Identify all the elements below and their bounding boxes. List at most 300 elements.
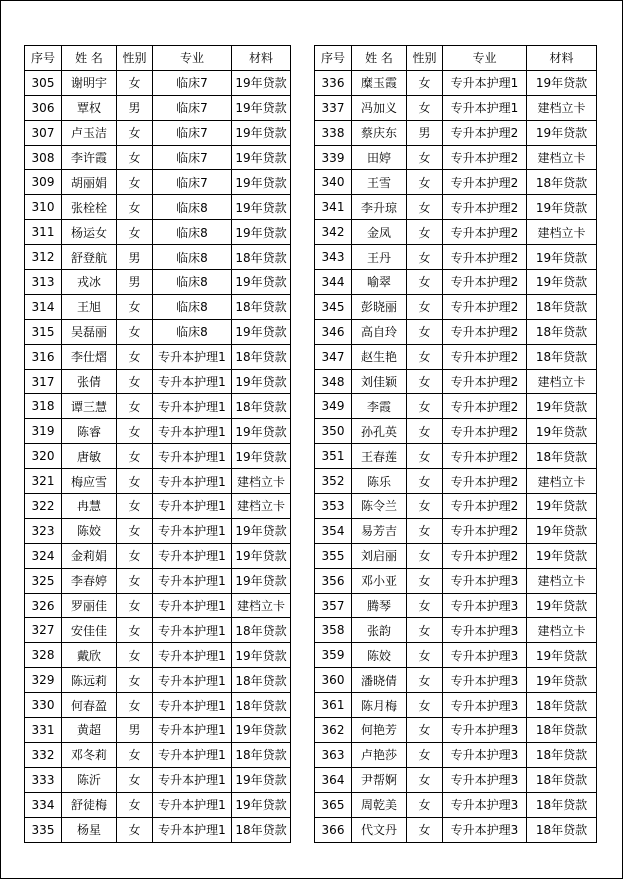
table-row bbox=[25, 419, 291, 444]
cell-material: 建档立卡 bbox=[527, 618, 597, 643]
cell-gender: 女 bbox=[407, 245, 443, 270]
cell-major: 临床8 bbox=[153, 270, 232, 295]
cell-number: 341 bbox=[315, 195, 352, 220]
cell-name: 覃权 bbox=[62, 95, 117, 120]
cell-gender: 女 bbox=[407, 195, 443, 220]
cell-gender: 男 bbox=[117, 718, 153, 743]
cell-name: 谭三慧 bbox=[62, 394, 117, 419]
cell-major: 专升本护理1 bbox=[153, 767, 232, 792]
cell-material: 18年贷款 bbox=[527, 344, 597, 369]
table-row bbox=[315, 70, 597, 95]
table-row bbox=[315, 120, 597, 145]
cell-gender: 女 bbox=[407, 593, 443, 618]
cell-name: 金莉娟 bbox=[62, 543, 117, 568]
cell-gender: 女 bbox=[117, 767, 153, 792]
cell-number: 327 bbox=[25, 618, 62, 643]
cell-name: 戎冰 bbox=[62, 270, 117, 295]
cell-major: 专升本护理1 bbox=[153, 792, 232, 817]
cell-material: 19年贷款 bbox=[527, 245, 597, 270]
cell-material: 19年贷款 bbox=[527, 643, 597, 668]
cell-material: 18年贷款 bbox=[232, 817, 291, 842]
table-row bbox=[315, 444, 597, 469]
cell-gender: 女 bbox=[407, 95, 443, 120]
cell-gender: 女 bbox=[117, 195, 153, 220]
cell-major: 临床7 bbox=[153, 95, 232, 120]
cell-major: 专升本护理1 bbox=[153, 394, 232, 419]
cell-major: 专升本护理1 bbox=[153, 344, 232, 369]
cell-material: 18年贷款 bbox=[232, 394, 291, 419]
table-row bbox=[315, 494, 597, 519]
cell-name: 刘佳颖 bbox=[352, 369, 407, 394]
table-row bbox=[315, 593, 597, 618]
table-row bbox=[315, 618, 597, 643]
table-row bbox=[25, 767, 291, 792]
cell-material: 18年贷款 bbox=[232, 245, 291, 270]
cell-major: 专升本护理1 bbox=[153, 419, 232, 444]
cell-number: 337 bbox=[315, 95, 352, 120]
cell-name: 张倩 bbox=[62, 369, 117, 394]
cell-name: 高自玲 bbox=[352, 319, 407, 344]
cell-name: 代文丹 bbox=[352, 817, 407, 842]
cell-gender: 女 bbox=[117, 668, 153, 693]
cell-name: 李春婷 bbox=[62, 568, 117, 593]
cell-major: 专升本护理3 bbox=[443, 568, 527, 593]
cell-gender: 女 bbox=[117, 792, 153, 817]
cell-material: 建档立卡 bbox=[527, 95, 597, 120]
cell-name: 彭晓丽 bbox=[352, 294, 407, 319]
cell-name: 李许霞 bbox=[62, 145, 117, 170]
cell-number: 319 bbox=[25, 419, 62, 444]
cell-number: 349 bbox=[315, 394, 352, 419]
cell-gender: 女 bbox=[117, 444, 153, 469]
table-row bbox=[315, 543, 597, 568]
cell-gender: 女 bbox=[117, 494, 153, 519]
cell-material: 19年贷款 bbox=[232, 543, 291, 568]
cell-name: 陈远莉 bbox=[62, 668, 117, 693]
cell-major: 临床8 bbox=[153, 220, 232, 245]
cell-gender: 女 bbox=[407, 369, 443, 394]
table-row bbox=[315, 568, 597, 593]
cell-name: 胡丽娟 bbox=[62, 170, 117, 195]
table-row bbox=[25, 568, 291, 593]
cell-major: 专升本护理1 bbox=[153, 369, 232, 394]
cell-major: 专升本护理1 bbox=[153, 817, 232, 842]
cell-major: 专升本护理3 bbox=[443, 618, 527, 643]
cell-gender: 女 bbox=[117, 70, 153, 95]
table-row bbox=[25, 319, 291, 344]
table-row bbox=[25, 195, 291, 220]
header-gender: 性别 bbox=[407, 46, 443, 71]
cell-material: 18年贷款 bbox=[527, 693, 597, 718]
cell-major: 专升本护理2 bbox=[443, 319, 527, 344]
cell-number: 339 bbox=[315, 145, 352, 170]
cell-number: 326 bbox=[25, 593, 62, 618]
cell-gender: 男 bbox=[407, 120, 443, 145]
cell-major: 专升本护理1 bbox=[153, 643, 232, 668]
table-row bbox=[25, 220, 291, 245]
cell-number: 347 bbox=[315, 344, 352, 369]
cell-number: 311 bbox=[25, 220, 62, 245]
cell-name: 戴欣 bbox=[62, 643, 117, 668]
cell-number: 328 bbox=[25, 643, 62, 668]
cell-number: 355 bbox=[315, 543, 352, 568]
table-row bbox=[315, 394, 597, 419]
cell-number: 331 bbox=[25, 718, 62, 743]
cell-gender: 男 bbox=[117, 95, 153, 120]
cell-major: 专升本护理1 bbox=[153, 469, 232, 494]
cell-major: 专升本护理1 bbox=[443, 70, 527, 95]
cell-gender: 女 bbox=[407, 643, 443, 668]
cell-gender: 女 bbox=[117, 419, 153, 444]
table-row bbox=[315, 792, 597, 817]
cell-number: 353 bbox=[315, 494, 352, 519]
cell-major: 临床7 bbox=[153, 120, 232, 145]
cell-major: 专升本护理2 bbox=[443, 419, 527, 444]
cell-material: 18年贷款 bbox=[232, 294, 291, 319]
table-row bbox=[25, 693, 291, 718]
table-header-row bbox=[315, 46, 597, 71]
table-row bbox=[25, 145, 291, 170]
cell-material: 19年贷款 bbox=[527, 593, 597, 618]
cell-material: 19年贷款 bbox=[527, 494, 597, 519]
cell-gender: 女 bbox=[117, 170, 153, 195]
cell-material: 18年贷款 bbox=[527, 718, 597, 743]
cell-material: 19年贷款 bbox=[232, 195, 291, 220]
cell-name: 邓冬莉 bbox=[62, 742, 117, 767]
cell-major: 临床7 bbox=[153, 70, 232, 95]
cell-number: 321 bbox=[25, 469, 62, 494]
cell-gender: 女 bbox=[117, 593, 153, 618]
cell-gender: 女 bbox=[407, 767, 443, 792]
table-row bbox=[25, 245, 291, 270]
cell-number: 365 bbox=[315, 792, 352, 817]
table-row bbox=[315, 95, 597, 120]
cell-name: 张韵 bbox=[352, 618, 407, 643]
cell-material: 19年贷款 bbox=[527, 518, 597, 543]
cell-name: 张栓栓 bbox=[62, 195, 117, 220]
cell-material: 18年贷款 bbox=[527, 444, 597, 469]
cell-number: 351 bbox=[315, 444, 352, 469]
cell-number: 356 bbox=[315, 568, 352, 593]
cell-number: 363 bbox=[315, 742, 352, 767]
cell-gender: 女 bbox=[117, 145, 153, 170]
cell-gender: 女 bbox=[407, 668, 443, 693]
cell-material: 19年贷款 bbox=[232, 70, 291, 95]
cell-material: 19年贷款 bbox=[527, 270, 597, 295]
table-row bbox=[25, 70, 291, 95]
cell-number: 359 bbox=[315, 643, 352, 668]
cell-name: 糜玉霞 bbox=[352, 70, 407, 95]
cell-number: 316 bbox=[25, 344, 62, 369]
cell-major: 临床7 bbox=[153, 170, 232, 195]
header-major: 专业 bbox=[153, 46, 232, 71]
cell-number: 323 bbox=[25, 518, 62, 543]
cell-number: 354 bbox=[315, 518, 352, 543]
cell-number: 312 bbox=[25, 245, 62, 270]
cell-major: 专升本护理3 bbox=[443, 643, 527, 668]
header-major: 专业 bbox=[443, 46, 527, 71]
cell-material: 19年贷款 bbox=[232, 170, 291, 195]
cell-major: 专升本护理1 bbox=[153, 518, 232, 543]
cell-gender: 女 bbox=[407, 568, 443, 593]
cell-gender: 女 bbox=[407, 693, 443, 718]
cell-gender: 女 bbox=[407, 319, 443, 344]
cell-name: 王丹 bbox=[352, 245, 407, 270]
header-name: 姓 名 bbox=[62, 46, 117, 71]
cell-major: 专升本护理1 bbox=[153, 742, 232, 767]
cell-material: 19年贷款 bbox=[232, 270, 291, 295]
cell-material: 19年贷款 bbox=[232, 518, 291, 543]
cell-major: 专升本护理3 bbox=[443, 718, 527, 743]
cell-material: 19年贷款 bbox=[232, 444, 291, 469]
cell-material: 18年贷款 bbox=[527, 792, 597, 817]
cell-name: 蔡庆东 bbox=[352, 120, 407, 145]
cell-number: 340 bbox=[315, 170, 352, 195]
cell-major: 专升本护理2 bbox=[443, 120, 527, 145]
cell-name: 安佳佳 bbox=[62, 618, 117, 643]
cell-name: 罗丽佳 bbox=[62, 593, 117, 618]
table-row bbox=[315, 742, 597, 767]
table-row bbox=[25, 518, 291, 543]
cell-major: 临床7 bbox=[153, 145, 232, 170]
cell-gender: 女 bbox=[407, 419, 443, 444]
cell-gender: 女 bbox=[117, 518, 153, 543]
student-table-left bbox=[24, 45, 291, 843]
table-row bbox=[25, 95, 291, 120]
table-row bbox=[315, 718, 597, 743]
cell-name: 陈姣 bbox=[62, 518, 117, 543]
cell-major: 临床8 bbox=[153, 195, 232, 220]
header-number: 序号 bbox=[315, 46, 352, 71]
table-row bbox=[315, 668, 597, 693]
cell-material: 18年贷款 bbox=[232, 618, 291, 643]
cell-name: 邓小亚 bbox=[352, 568, 407, 593]
cell-name: 田婷 bbox=[352, 145, 407, 170]
cell-material: 18年贷款 bbox=[527, 319, 597, 344]
cell-number: 310 bbox=[25, 195, 62, 220]
cell-material: 建档立卡 bbox=[527, 568, 597, 593]
cell-major: 专升本护理2 bbox=[443, 245, 527, 270]
cell-material: 19年贷款 bbox=[232, 767, 291, 792]
cell-material: 19年贷款 bbox=[232, 643, 291, 668]
cell-material: 19年贷款 bbox=[527, 419, 597, 444]
cell-major: 专升本护理3 bbox=[443, 817, 527, 842]
cell-major: 专升本护理1 bbox=[153, 543, 232, 568]
cell-name: 陈乐 bbox=[352, 469, 407, 494]
cell-material: 19年贷款 bbox=[527, 668, 597, 693]
student-table-right bbox=[314, 45, 597, 843]
cell-name: 李仕熠 bbox=[62, 344, 117, 369]
cell-name: 陈令兰 bbox=[352, 494, 407, 519]
cell-name: 何春盈 bbox=[62, 693, 117, 718]
cell-material: 建档立卡 bbox=[527, 469, 597, 494]
cell-name: 梅应雪 bbox=[62, 469, 117, 494]
cell-number: 342 bbox=[315, 220, 352, 245]
table-row bbox=[25, 369, 291, 394]
cell-gender: 女 bbox=[117, 294, 153, 319]
cell-major: 专升本护理2 bbox=[443, 145, 527, 170]
cell-number: 345 bbox=[315, 294, 352, 319]
cell-material: 19年贷款 bbox=[232, 95, 291, 120]
cell-material: 19年贷款 bbox=[527, 195, 597, 220]
table-row bbox=[315, 294, 597, 319]
cell-material: 19年贷款 bbox=[527, 543, 597, 568]
cell-material: 18年贷款 bbox=[527, 767, 597, 792]
cell-major: 专升本护理1 bbox=[153, 568, 232, 593]
cell-material: 19年贷款 bbox=[527, 120, 597, 145]
cell-material: 建档立卡 bbox=[527, 220, 597, 245]
cell-gender: 女 bbox=[407, 618, 443, 643]
table-row bbox=[25, 494, 291, 519]
cell-number: 333 bbox=[25, 767, 62, 792]
cell-number: 308 bbox=[25, 145, 62, 170]
cell-material: 18年贷款 bbox=[527, 170, 597, 195]
cell-gender: 男 bbox=[117, 270, 153, 295]
cell-major: 专升本护理2 bbox=[443, 543, 527, 568]
cell-number: 306 bbox=[25, 95, 62, 120]
cell-material: 19年贷款 bbox=[232, 120, 291, 145]
table-row bbox=[25, 718, 291, 743]
cell-number: 358 bbox=[315, 618, 352, 643]
cell-gender: 女 bbox=[407, 70, 443, 95]
cell-number: 305 bbox=[25, 70, 62, 95]
cell-gender: 女 bbox=[407, 543, 443, 568]
cell-major: 专升本护理2 bbox=[443, 394, 527, 419]
cell-number: 329 bbox=[25, 668, 62, 693]
cell-gender: 女 bbox=[117, 817, 153, 842]
table-row bbox=[315, 270, 597, 295]
cell-major: 专升本护理3 bbox=[443, 742, 527, 767]
cell-material: 18年贷款 bbox=[527, 817, 597, 842]
table-row bbox=[25, 593, 291, 618]
cell-number: 334 bbox=[25, 792, 62, 817]
cell-major: 专升本护理2 bbox=[443, 294, 527, 319]
table-row bbox=[315, 145, 597, 170]
cell-name: 陈月梅 bbox=[352, 693, 407, 718]
cell-number: 314 bbox=[25, 294, 62, 319]
cell-major: 临床8 bbox=[153, 319, 232, 344]
cell-material: 18年贷款 bbox=[232, 693, 291, 718]
cell-major: 专升本护理3 bbox=[443, 668, 527, 693]
cell-number: 343 bbox=[315, 245, 352, 270]
cell-gender: 女 bbox=[117, 742, 153, 767]
cell-major: 专升本护理1 bbox=[153, 668, 232, 693]
table-row bbox=[315, 767, 597, 792]
cell-gender: 女 bbox=[117, 693, 153, 718]
cell-number: 344 bbox=[315, 270, 352, 295]
cell-gender: 女 bbox=[117, 643, 153, 668]
cell-number: 307 bbox=[25, 120, 62, 145]
cell-gender: 女 bbox=[117, 618, 153, 643]
table-row bbox=[315, 319, 597, 344]
cell-number: 317 bbox=[25, 369, 62, 394]
cell-name: 尹帮婀 bbox=[352, 767, 407, 792]
cell-gender: 男 bbox=[117, 245, 153, 270]
table-row bbox=[25, 444, 291, 469]
cell-number: 318 bbox=[25, 394, 62, 419]
table-row bbox=[25, 668, 291, 693]
cell-major: 专升本护理1 bbox=[153, 494, 232, 519]
cell-gender: 女 bbox=[117, 120, 153, 145]
cell-major: 专升本护理2 bbox=[443, 444, 527, 469]
cell-material: 18年贷款 bbox=[232, 344, 291, 369]
table-row bbox=[25, 618, 291, 643]
cell-number: 315 bbox=[25, 319, 62, 344]
table-row bbox=[25, 543, 291, 568]
cell-number: 324 bbox=[25, 543, 62, 568]
table-header-row bbox=[25, 46, 291, 71]
cell-major: 临床8 bbox=[153, 294, 232, 319]
cell-number: 360 bbox=[315, 668, 352, 693]
cell-name: 黄超 bbox=[62, 718, 117, 743]
cell-name: 吴磊丽 bbox=[62, 319, 117, 344]
cell-gender: 女 bbox=[407, 469, 443, 494]
cell-material: 18年贷款 bbox=[232, 742, 291, 767]
cell-number: 335 bbox=[25, 817, 62, 842]
cell-major: 专升本护理2 bbox=[443, 220, 527, 245]
cell-major: 专升本护理2 bbox=[443, 170, 527, 195]
cell-name: 冉慧 bbox=[62, 494, 117, 519]
cell-major: 专升本护理2 bbox=[443, 369, 527, 394]
table-row bbox=[315, 643, 597, 668]
cell-major: 专升本护理1 bbox=[153, 444, 232, 469]
cell-major: 专升本护理1 bbox=[153, 593, 232, 618]
cell-material: 19年贷款 bbox=[527, 70, 597, 95]
cell-number: 320 bbox=[25, 444, 62, 469]
table-row bbox=[315, 469, 597, 494]
cell-gender: 女 bbox=[407, 270, 443, 295]
table-row bbox=[315, 195, 597, 220]
cell-gender: 女 bbox=[407, 220, 443, 245]
cell-gender: 女 bbox=[407, 444, 443, 469]
cell-number: 322 bbox=[25, 494, 62, 519]
table-row bbox=[315, 817, 597, 842]
cell-name: 刘启丽 bbox=[352, 543, 407, 568]
cell-material: 18年贷款 bbox=[232, 668, 291, 693]
cell-major: 专升本护理2 bbox=[443, 518, 527, 543]
table-row bbox=[315, 419, 597, 444]
cell-material: 18年贷款 bbox=[527, 294, 597, 319]
cell-gender: 女 bbox=[407, 718, 443, 743]
cell-material: 19年贷款 bbox=[232, 792, 291, 817]
cell-material: 19年贷款 bbox=[232, 145, 291, 170]
table-row bbox=[315, 693, 597, 718]
cell-material: 19年贷款 bbox=[232, 369, 291, 394]
header-name: 姓 名 bbox=[352, 46, 407, 71]
table-row bbox=[25, 170, 291, 195]
cell-number: 330 bbox=[25, 693, 62, 718]
cell-material: 建档立卡 bbox=[527, 369, 597, 394]
table-row bbox=[25, 394, 291, 419]
cell-material: 建档立卡 bbox=[232, 593, 291, 618]
cell-material: 建档立卡 bbox=[232, 494, 291, 519]
cell-major: 专升本护理2 bbox=[443, 270, 527, 295]
cell-number: 348 bbox=[315, 369, 352, 394]
table-row bbox=[25, 643, 291, 668]
cell-name: 舒徒梅 bbox=[62, 792, 117, 817]
cell-name: 陈沂 bbox=[62, 767, 117, 792]
cell-name: 潘晓倩 bbox=[352, 668, 407, 693]
cell-name: 何艳芳 bbox=[352, 718, 407, 743]
cell-name: 腾琴 bbox=[352, 593, 407, 618]
cell-number: 325 bbox=[25, 568, 62, 593]
cell-gender: 女 bbox=[407, 170, 443, 195]
cell-major: 专升本护理2 bbox=[443, 469, 527, 494]
cell-material: 19年贷款 bbox=[232, 220, 291, 245]
cell-gender: 女 bbox=[407, 817, 443, 842]
table-row bbox=[315, 170, 597, 195]
cell-name: 谢明宇 bbox=[62, 70, 117, 95]
